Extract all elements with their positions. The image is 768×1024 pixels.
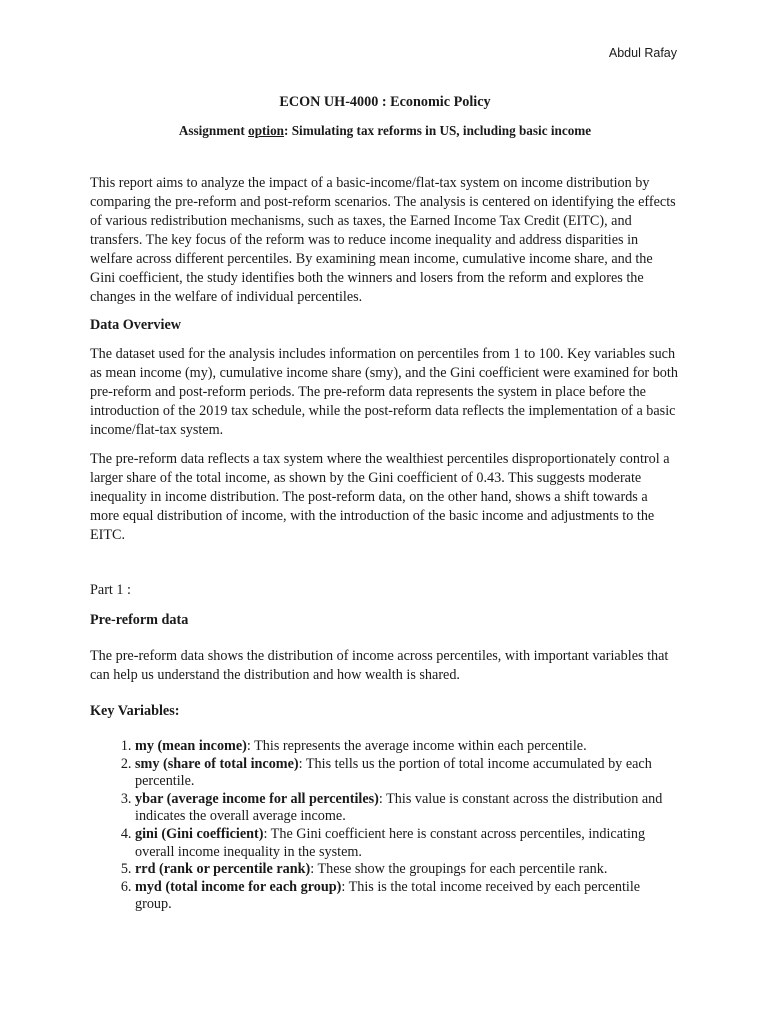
assignment-title-underlined: option xyxy=(248,123,285,138)
list-item xyxy=(135,791,680,826)
course-title: ECON UH-4000 : Economic Policy xyxy=(279,94,491,110)
list-item-term: smy (share of total income) xyxy=(135,755,299,772)
part-label: Part 1 : xyxy=(90,582,131,598)
intro-paragraph: This report aims to analyze the impact of a basic-income/flat-tax system on income distribution by comparing the pre-reform and post-reform scenarios. The analysis is centered on identifying the effects of various redistribution mechanisms, such as taxes, the Earned Income Tax Credit (EITC), and transfers. The key focus of the reform was to reduce income inequality and address disparities in welfare across different percentiles. By examining mean income, cumulative income share, and the Gini coefficient, the study identifies both the winners and losers from the reform and explores the changes in the welfare of individual percentiles. xyxy=(90,175,676,305)
assignment-title xyxy=(90,121,680,140)
list-item-term: ybar (average income for all percentiles) xyxy=(135,790,379,807)
pre-reform-heading: Pre-reform data xyxy=(90,612,189,628)
document-body xyxy=(90,93,680,914)
data-overview-heading: Data Overview xyxy=(90,317,182,333)
assignment-title-prefix: Assignment xyxy=(178,123,249,138)
assignment-title-rest: : Simulating tax reforms in US, including basic income xyxy=(284,123,592,138)
list-item-desc: : This represents the average income within each percentile. xyxy=(246,738,587,754)
list-item-term: gini (Gini coefficient) xyxy=(135,825,264,842)
data-overview-paragraph-2: The pre-reform data reflects a tax system where the wealthiest percentiles disproportionately control a larger share of the total income, as shown by the Gini coefficient of 0.43. This suggests moderate inequality in income distribution. The post-reform data, on the other hand, shows a shift towards a more equal distribution of income, with the introduction of the basic income and adjustments to the EITC. xyxy=(90,451,670,543)
author-name: Abdul Rafay xyxy=(608,46,677,60)
list-item-term: my (mean income) xyxy=(135,738,247,754)
list-item xyxy=(135,879,680,914)
list-item-desc: : The Gini coefficient here is constant across percentiles, indicating overall income inequality in the system. xyxy=(135,825,646,860)
list-item-desc: : This tells us the portion of total income accumulated by each percentile. xyxy=(135,755,652,790)
key-variables-heading: Key Variables: xyxy=(90,703,180,719)
list-item xyxy=(135,756,680,791)
list-item-term: rrd (rank or percentile rank) xyxy=(135,861,311,878)
list-item-desc: : This is the total income received by each percentile group. xyxy=(135,878,641,913)
list-item xyxy=(135,738,680,756)
list-item xyxy=(135,826,680,861)
list-item-desc: : This value is constant across the distribution and indicates the overall average income. xyxy=(135,790,663,825)
pre-reform-paragraph: The pre-reform data shows the distribution of income across percentiles, with important variables that can help us understand the distribution and how wealth is shared. xyxy=(90,648,669,683)
list-item-desc: : These show the groupings for each percentile rank. xyxy=(310,861,608,878)
list-item xyxy=(135,861,680,879)
list-item-term: myd (total income for each group) xyxy=(135,878,342,895)
key-variables-list xyxy=(90,738,680,914)
data-overview-paragraph-1: The dataset used for the analysis includes information on percentiles from 1 to 100. Key variables such as mean income (my), cumulative income share (smy), and the Gini coefficient were examined for both pre-reform and post-reform periods. The pre-reform data represents the system in place before the introduction of the 2019 tax schedule, while the post-reform data reflects the implementation of a basic income/flat-tax system. xyxy=(90,346,678,438)
